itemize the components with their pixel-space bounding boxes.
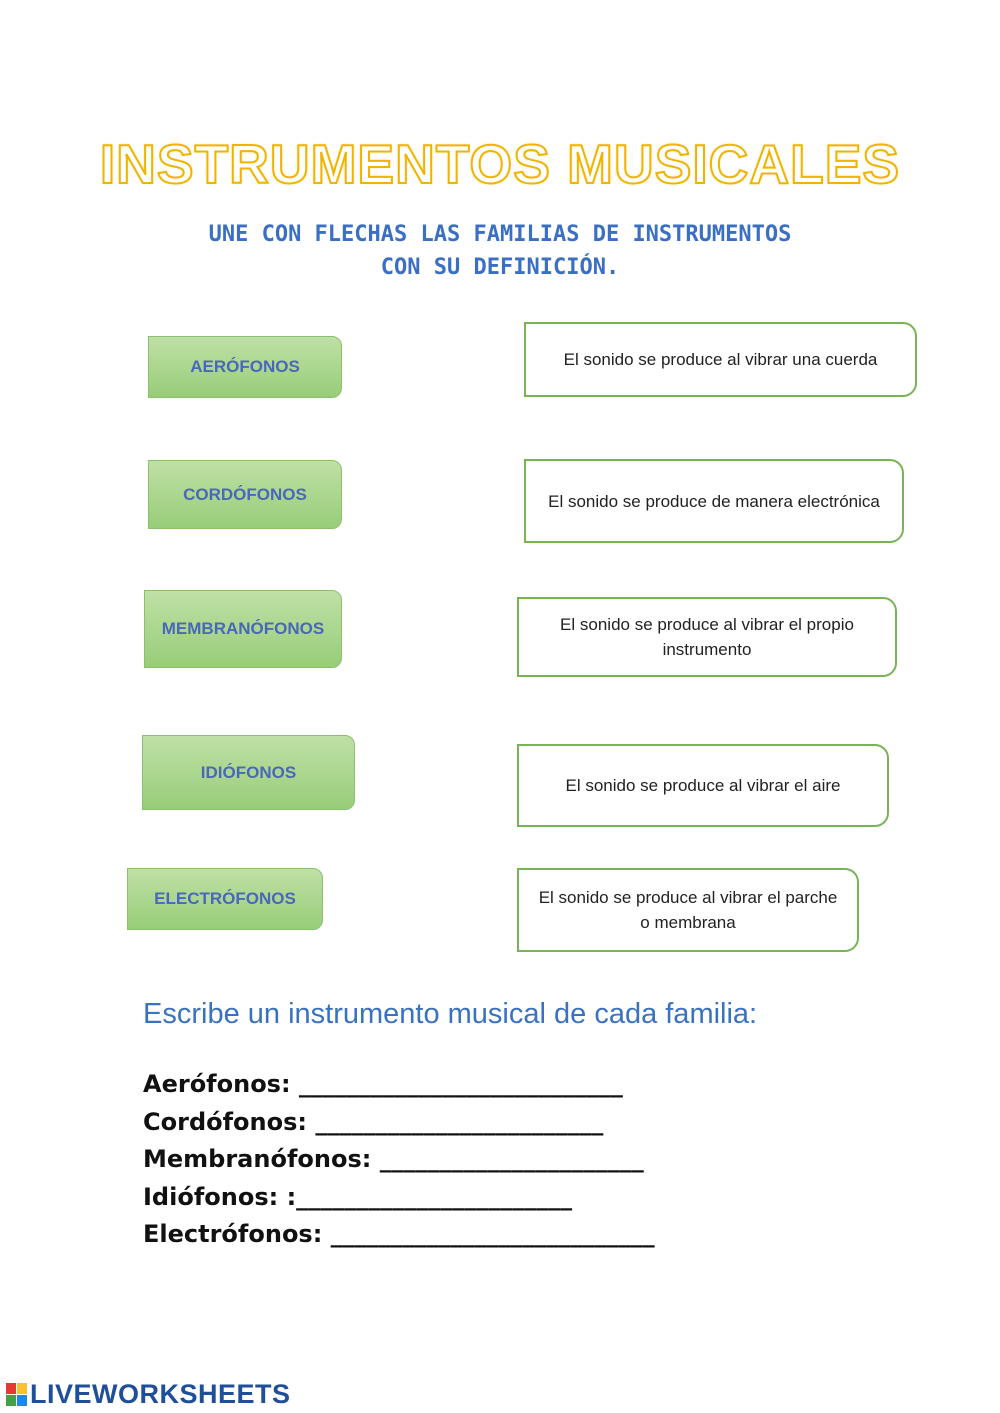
write-list bbox=[143, 1066, 655, 1254]
write-line-membranofonos[interactable]: Membranófonos: ______________________ bbox=[143, 1145, 644, 1173]
family-box-idiofonos[interactable]: IDIÓFONOS bbox=[142, 735, 355, 810]
instructions bbox=[100, 218, 900, 284]
write-line-electrofonos[interactable]: Electrófonos: ___________________________ bbox=[143, 1220, 655, 1248]
family-box-membranofonos[interactable]: MEMBRANÓFONOS bbox=[144, 590, 342, 668]
footer-brand-text: LIVEWORKSHEETS bbox=[30, 1379, 291, 1409]
write-section-subtitle: Escribe un instrumento musical de cada familia: bbox=[143, 998, 758, 1030]
definition-box-electronica[interactable]: El sonido se produce de manera electrónica bbox=[524, 459, 904, 543]
definition-box-cuerda[interactable]: El sonido se produce al vibrar una cuerda bbox=[524, 322, 917, 397]
liveworksheets-logo-icon bbox=[6, 1383, 28, 1407]
definition-box-aire[interactable]: El sonido se produce al vibrar el aire bbox=[517, 744, 889, 827]
worksheet-title: INSTRUMENTOS MUSICALES bbox=[99, 133, 901, 195]
instructions-line-1: UNE CON FLECHAS LAS FAMILIAS DE INSTRUMENTOS bbox=[208, 222, 792, 247]
family-box-electrofonos[interactable]: ELECTRÓFONOS bbox=[127, 868, 323, 930]
footer-brand bbox=[6, 1379, 291, 1410]
family-box-cordofonos[interactable]: CORDÓFONOS bbox=[148, 460, 342, 529]
definition-box-propio-instrumento[interactable]: El sonido se produce al vibrar el propio instrumento bbox=[517, 597, 897, 677]
definition-box-membrana[interactable]: El sonido se produce al vibrar el parche o membrana bbox=[517, 868, 859, 952]
write-line-cordofonos[interactable]: Cordófonos: ________________________ bbox=[143, 1107, 604, 1136]
instructions-line-2: CON SU DEFINICIÓN. bbox=[380, 255, 620, 280]
write-line-idiofonos[interactable]: Idiófonos: :_______________________ bbox=[143, 1182, 573, 1211]
write-line-aerofonos[interactable]: Aerófonos: ___________________________ bbox=[143, 1070, 623, 1098]
family-box-aerofonos[interactable]: AERÓFONOS bbox=[148, 336, 342, 398]
